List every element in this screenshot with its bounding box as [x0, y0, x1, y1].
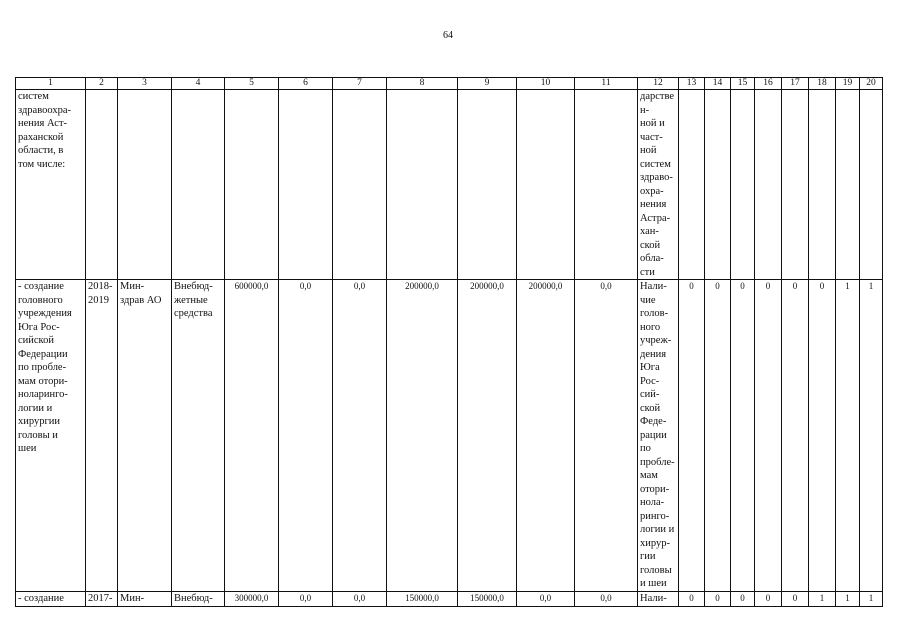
indicator-cell: [809, 90, 836, 280]
cell-line: част-: [640, 131, 663, 143]
indicator-cell: 0: [809, 280, 836, 592]
cell-line: учреж-: [640, 335, 672, 346]
cell-line: мам отори-: [18, 375, 68, 387]
cell-line: том числе:: [18, 158, 66, 170]
indicator-cell: 1: [836, 280, 860, 592]
column-header: 8: [387, 78, 458, 90]
cell-line: мам: [640, 470, 658, 481]
page-number: 64: [443, 30, 453, 41]
cell-line: нола-: [640, 497, 665, 508]
indicator-cell: 0: [705, 591, 731, 606]
cell-line: раханской: [18, 131, 64, 143]
cell-col-7: 0,0: [333, 280, 387, 592]
cell-col-1: [16, 280, 86, 592]
cell-line: ской: [640, 402, 661, 414]
cell-col-11: [575, 90, 638, 280]
column-header: 5: [225, 78, 279, 90]
cell-col-7: 0,0: [333, 591, 387, 606]
table-row: [16, 90, 883, 280]
column-header: 4: [172, 78, 225, 90]
indicator-cell: 0: [755, 591, 782, 606]
column-header: 11: [575, 78, 638, 90]
cell-line: Феде-: [640, 416, 667, 427]
cell-line: Рос-: [640, 375, 660, 387]
column-header: 18: [809, 78, 836, 90]
cell-line: сийской: [18, 335, 54, 346]
cell-line: Федерации: [18, 348, 68, 360]
cell-line: ской: [640, 239, 661, 251]
cell-line: 2019: [88, 294, 109, 306]
cell-col-1: [16, 90, 86, 280]
cell-line: гии: [640, 551, 656, 562]
indicator-cell: [731, 90, 755, 280]
cell-line: Мин-: [120, 281, 145, 292]
cell-line: сий-: [640, 389, 660, 400]
cell-line: здрав АО: [120, 294, 162, 306]
indicator-cell: [836, 90, 860, 280]
cell-line: систем: [640, 158, 671, 170]
cell-line: сти: [640, 266, 655, 278]
cell-line: Юга Рос-: [18, 321, 60, 333]
indicator-cell: 1: [836, 591, 860, 606]
cell-line: систем: [18, 91, 49, 102]
indicator-cell: 1: [860, 591, 883, 606]
cell-col-11: 0,0: [575, 280, 638, 592]
cell-col-10: [517, 90, 575, 280]
cell-col-2: [86, 280, 118, 592]
indicator-cell: [705, 90, 731, 280]
indicator-cell: 0: [731, 280, 755, 592]
cell-col-12: [638, 591, 679, 606]
cell-col-12: [638, 280, 679, 592]
cell-line: средства: [174, 308, 213, 319]
cell-line: головы: [640, 564, 672, 576]
cell-line: ной: [640, 145, 657, 156]
cell-line: обла-: [640, 253, 664, 264]
header-row: [16, 78, 883, 90]
indicator-cell: [860, 90, 883, 280]
cell-line: Нали-: [640, 592, 667, 604]
cell-col-12: [638, 90, 679, 280]
cell-line: охра-: [640, 185, 664, 197]
cell-line: нения Аст-: [18, 118, 68, 129]
column-header: 6: [279, 78, 333, 90]
cell-line: Внебюд-: [174, 281, 213, 292]
column-header: 20: [860, 78, 883, 90]
column-header: 7: [333, 78, 387, 90]
column-header: 10: [517, 78, 575, 90]
cell-line: Нали-: [640, 281, 667, 292]
cell-col-5: 600000,0: [225, 280, 279, 592]
indicator-cell: 0: [755, 280, 782, 592]
column-header: 15: [731, 78, 755, 90]
indicator-cell: 0: [782, 280, 809, 592]
cell-col-8: 150000,0: [387, 591, 458, 606]
cell-line: ринго-: [640, 510, 670, 522]
indicator-cell: 0: [679, 591, 705, 606]
indicator-cell: 0: [705, 280, 731, 592]
cell-line: голов-: [640, 308, 669, 319]
cell-line: хирургии: [18, 416, 61, 427]
cell-col-4: [172, 90, 225, 280]
cell-line: ной и: [640, 118, 665, 129]
cell-line: учреждения: [18, 308, 72, 319]
indicator-cell: [755, 90, 782, 280]
indicator-cell: [782, 90, 809, 280]
cell-col-1: [16, 591, 86, 606]
cell-col-3: [118, 280, 172, 592]
cell-line: 2017-: [88, 592, 113, 604]
cell-col-9: 150000,0: [458, 591, 517, 606]
cell-line: по: [640, 443, 651, 454]
cell-line: рации: [640, 429, 667, 441]
column-header: 13: [679, 78, 705, 90]
indicator-cell: 0: [731, 591, 755, 606]
cell-line: Астра-: [640, 212, 671, 224]
column-header: 1: [16, 78, 86, 90]
cell-col-10: 0,0: [517, 591, 575, 606]
cell-line: дарствен-: [640, 91, 675, 116]
cell-line: логии и: [18, 402, 53, 414]
column-header: 3: [118, 78, 172, 90]
cell-col-9: [458, 90, 517, 280]
cell-line: головы и: [18, 429, 58, 441]
cell-line: и шеи: [640, 578, 667, 589]
indicator-cell: 1: [860, 280, 883, 592]
cell-col-3: [118, 591, 172, 606]
cell-line: Мин-: [120, 592, 145, 604]
indicator-cell: 0: [782, 591, 809, 606]
cell-line: пробле-: [640, 456, 675, 468]
indicator-cell: 1: [809, 591, 836, 606]
cell-line: чие: [640, 294, 656, 306]
cell-line: логии и: [640, 524, 675, 535]
cell-line: хирур-: [640, 537, 670, 549]
cell-col-5: 300000,0: [225, 591, 279, 606]
cell-col-2: [86, 591, 118, 606]
cell-line: нения: [640, 199, 667, 210]
column-header: 16: [755, 78, 782, 90]
column-header: 17: [782, 78, 809, 90]
cell-line: жетные: [174, 294, 208, 306]
cell-line: здравоохра-: [18, 104, 71, 116]
cell-line: 2018-: [88, 281, 113, 292]
cell-col-8: [387, 90, 458, 280]
cell-col-2: [86, 90, 118, 280]
cell-col-8: 200000,0: [387, 280, 458, 592]
column-header: 19: [836, 78, 860, 90]
cell-line: - создание: [18, 592, 64, 604]
table-row: [16, 280, 883, 592]
cell-line: хан-: [640, 226, 659, 237]
cell-line: ного: [640, 321, 661, 333]
cell-line: ноларинго-: [18, 389, 68, 400]
cell-line: здраво-: [640, 172, 673, 183]
indicator-cell: 0: [679, 280, 705, 592]
cell-col-6: 0,0: [279, 591, 333, 606]
column-header: 9: [458, 78, 517, 90]
cell-line: шеи: [18, 443, 37, 454]
budget-table: [15, 77, 883, 607]
cell-col-5: [225, 90, 279, 280]
cell-line: - создание: [18, 281, 64, 292]
cell-line: по пробле-: [18, 362, 67, 373]
cell-col-6: [279, 90, 333, 280]
cell-col-11: 0,0: [575, 591, 638, 606]
cell-line: Юга: [640, 362, 660, 373]
cell-col-6: 0,0: [279, 280, 333, 592]
cell-col-4: [172, 591, 225, 606]
cell-col-7: [333, 90, 387, 280]
cell-col-9: 200000,0: [458, 280, 517, 592]
cell-col-10: 200000,0: [517, 280, 575, 592]
cell-line: области, в: [18, 145, 64, 156]
column-header: 14: [705, 78, 731, 90]
column-header: 12: [638, 78, 679, 90]
indicator-cell: [679, 90, 705, 280]
cell-line: Внебюд-: [174, 592, 213, 604]
cell-line: дения: [640, 348, 667, 360]
cell-col-4: [172, 280, 225, 592]
cell-line: отори-: [640, 483, 670, 495]
cell-col-3: [118, 90, 172, 280]
table-row: [16, 591, 883, 606]
cell-line: головного: [18, 294, 63, 306]
column-header: 2: [86, 78, 118, 90]
